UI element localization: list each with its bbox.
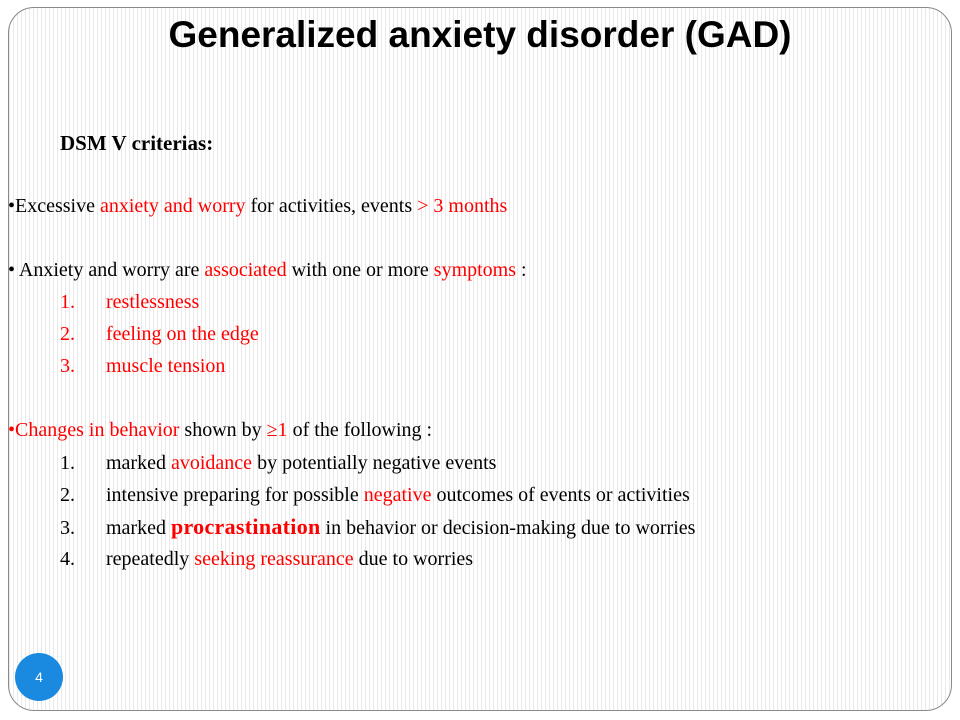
list-item	[60, 451, 496, 475]
bullet-changes-in-behavior	[8, 418, 432, 442]
bullet-dot: •	[8, 419, 16, 441]
text-segment: for activities, events	[245, 195, 418, 217]
emphasis-text: Changes in behavior	[15, 419, 180, 441]
emphasis-text: negative	[363, 484, 432, 506]
emphasis-text: > 3 months	[417, 195, 508, 217]
emphasis-text: seeking reassurance	[194, 548, 354, 570]
bullet-associated-symptoms	[8, 258, 527, 282]
text-segment: of the following :	[287, 419, 433, 441]
emphasis-text: symptoms	[433, 259, 517, 281]
item-text: restlessness	[106, 291, 200, 313]
item-number: 2.	[60, 323, 75, 345]
emphasis-text: procrastination	[170, 514, 321, 539]
list-item	[60, 483, 690, 507]
text-segment: :	[516, 259, 527, 281]
item-number: 4.	[60, 548, 75, 570]
text-segment: Anxiety and worry are	[15, 259, 205, 281]
subheading: DSM V criterias:	[60, 131, 214, 155]
text-segment: marked	[106, 452, 171, 474]
emphasis-text: associated	[204, 259, 287, 281]
list-item	[60, 547, 473, 571]
text-segment: marked	[106, 517, 171, 539]
text-segment: Excessive	[15, 195, 100, 217]
text-segment: due to worries	[353, 548, 474, 570]
emphasis-text: anxiety and worry	[100, 195, 246, 217]
item-number: 2.	[60, 484, 75, 506]
bullet-excessive-anxiety	[8, 194, 507, 218]
item-number: 1.	[60, 291, 75, 313]
item-text: muscle tension	[106, 355, 226, 377]
text-segment: shown by	[179, 419, 267, 441]
emphasis-text: ≥1	[266, 419, 288, 441]
text-segment: repeatedly	[106, 548, 195, 570]
slide-title: Generalized anxiety disorder (GAD)	[168, 14, 792, 55]
item-number: 1.	[60, 452, 75, 474]
item-number: 3.	[60, 517, 75, 539]
slide-number-badge: 4	[15, 653, 63, 701]
bullet-dot: •	[8, 195, 16, 217]
text-segment: in behavior or decision-making due to worries	[320, 517, 696, 539]
text-segment: intensive preparing for possible	[106, 484, 364, 506]
text-segment: outcomes of events or activities	[431, 484, 690, 506]
text-segment: with one or more	[286, 259, 434, 281]
text-segment: by potentially negative events	[252, 452, 497, 474]
list-item	[60, 322, 259, 346]
item-number: 3.	[60, 355, 75, 377]
list-item	[60, 354, 225, 378]
item-text: feeling on the edge	[106, 323, 259, 345]
list-item	[60, 290, 199, 314]
bullet-dot: •	[8, 259, 16, 281]
list-item	[60, 515, 695, 540]
emphasis-text: avoidance	[170, 452, 253, 474]
